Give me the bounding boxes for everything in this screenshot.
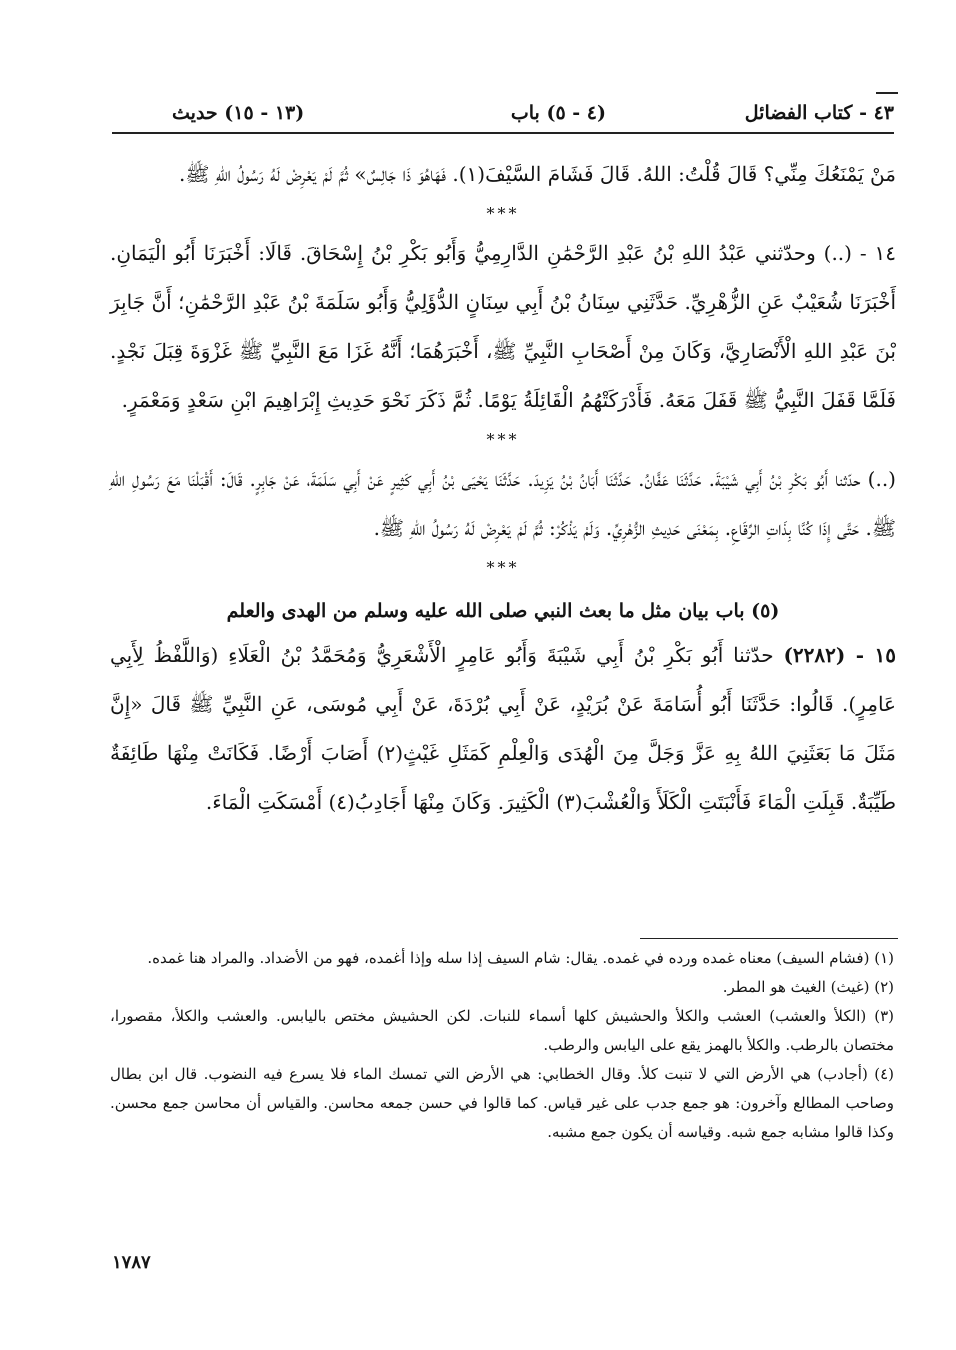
top-margin-mark — [876, 92, 898, 94]
footnote-1: (١) (فشام السيف) معناه غمده ورده في غمده. يقال: شام السيف إذا سله وإذا أغمده، فهو من الأضداد. والمراد هنا غمده. — [147, 949, 894, 967]
footnote-3: (٣) (الكلأ والعشب) العشب والكلأ والحشيش كلها أسماء للنبات. لكن الحشيش مختص باليابس. والعشب والكلأ، مقصورا، مختصان بالرطب. والكلأ بالهمز يقع على اليابس والرطب. — [110, 1007, 894, 1054]
footnote-4: (٤) (أجادب) هي الأرض التي لا تنبت كلأ. وقال الخطابي: هي الأرض التي تمسك الماء فلا يسرع فيه النضوب. قال ابن بطال وصاحب المطالع وآخرون: هو جمع جدب على غير قياس. كما قالوا في حسن جمعه محاسن. والقياس أن محاسن جمع محسن. وكذا قالوا مشابه جمع شبه. وقياسه أن يكون جمع مشبه. — [110, 1065, 894, 1141]
footnotes — [110, 944, 894, 1147]
header-chapter-range: (٤ - ٥) باب — [510, 102, 606, 124]
header-hadith-range: (١٣ - ١٥) حديث — [172, 102, 305, 124]
footnote-2: (٢) (غيث) الغيث هو المطر. — [722, 978, 894, 996]
running-header — [112, 96, 894, 132]
separator-stars: *** — [486, 430, 520, 449]
header-book-title: ٤٣ - كتاب الفضائل — [744, 102, 894, 124]
header-rule — [112, 132, 894, 134]
paragraph-3: (..) حدّثنا أَبُو بَكْرِ بْنُ أَبِي شَيْبَةَ. حَدَّثَنَا عَفَّانُ. حَدَّثَنَا أَبَانُ بْنُ يَزِيدَ. حَدَّثَنَا يَحْيَى بْنُ أَبِي كَثِيرٍ عَنْ أَبِي سَلَمَةَ، عَنْ جَابِرٍ. قَالَ: أَقْبَلْنَا مَعَ رَسُولِ اللهِ ﷺ. حَتَّى إِذَا كُنَّا بِذَاتِ الرِّقَاعِ. بِمَعْنَى حَدِيثِ الزُّهْرِيِّ. وَلَمْ يَذْكُرْ: ثُمَّ لَمْ يَعْرِضْ لَهُ رَسُولُ اللهِ ﷺ. — [110, 467, 896, 540]
paragraph-4 — [110, 631, 896, 827]
separator-stars: *** — [486, 558, 520, 577]
footnote-rule — [640, 938, 898, 939]
paragraph-4-text: حدّثنا أَبُو بَكْرِ بْنُ أَبِي شَيْبَةَ وَأَبُو عَامِرٍ الْأَشْعَرِيُّ وَمُحَمَّدُ بْنُ الْعَلَاءِ (وَاللَّفْظُ لِأَبِي عَامِرٍ). قَالُوا: حَدَّثَنَا أَبُو أُسَامَةَ عَنْ بُرَيْدٍ، عَنْ أَبِي بُرْدَةَ، عَنْ أَبِي مُوسَى، عَنِ النَّبِيِّ ﷺ قَالَ «إِنَّ مَثَلَ مَا بَعَثَنِيَ اللهُ بِهِ عَزَّ وَجَلَّ مِنَ الْهُدَى وَالْعِلْمِ كَمَثَلِ غَيْثٍ(٢) أَصَابَ أَرْضًا. فَكَانَتْ مِنْهَا طَائِفَةٌ طَيِّبَةٌ. قَبِلَتِ الْمَاءَ فَأَنْبَتَتِ الْكَلَأَ وَالْعُشْبَ(٣) الْكَثِيرَ. وَكَانَ مِنْهَا أَجَادِبُ(٤) أَمْسَكَتِ الْمَاءَ. — [110, 643, 896, 814]
paragraph-1: مَنْ يَمْنَعُكَ مِنِّي؟ قَالَ قُلْتُ: اللهُ. قَالَ فَشَامَ السَّيْفَ(١). فَهَاهُوَ ذَا جَالِسٌ» ثُمَّ لَمْ يَعْرِضْ لَهُ رَسُولُ اللهِ ﷺ. — [178, 162, 896, 186]
main-text — [110, 150, 896, 827]
page-number: ١٧٨٧ — [112, 1252, 151, 1273]
hadith-number: ١٥ - (٢٢٨٢) — [783, 643, 896, 667]
paragraph-2: ١٤ - (..) وحدّثني عَبْدُ اللهِ بْنُ عَبْدِ الرَّحْمَٰنِ الدَّارِمِيُّ وَأَبُو بَكْرِ بْنُ إِسْحَاقَ. قَالَا: أَخْبَرَنَا أَبُو الْيَمَانِ. أَخْبَرَنَا شُعَيْبٌ عَنِ الزُّهْرِيِّ. حَدَّثَنِي سِنَانُ بْنُ أَبِي سِنَانٍ الدُّؤَلِيُّ وَأَبُو سَلَمَةَ بْنُ عَبْدِ الرَّحْمَٰنِ؛ أَنَّ جَابِرَ بْنَ عَبْدِ اللهِ الْأَنْصَارِيَّ، وَكَانَ مِنْ أَصْحَابِ النَّبِيِّ ﷺ، أَخْبَرَهُمَا؛ أَنَّهُ غَزَا مَعَ النَّبِيِّ ﷺ غَزْوَةَ قِبَلَ نَجْدٍ. فَلَمَّا قَفَلَ النَّبِيُّ ﷺ قَفَلَ مَعَهُ. فَأَدْرَكَتْهُمُ الْقَائِلَةُ يَوْمًا. ثُمَّ ذَكَرَ نَحْوَ حَدِيثِ إِبْرَاهِيمَ ابْنِ سَعْدٍ وَمَعْمَرٍ. — [110, 241, 897, 412]
chapter-heading: (٥) باب بيان مثل ما بعث النبي صلى الله عليه وسلم من الهدى والعلم — [226, 600, 780, 622]
separator-stars: *** — [486, 204, 520, 223]
